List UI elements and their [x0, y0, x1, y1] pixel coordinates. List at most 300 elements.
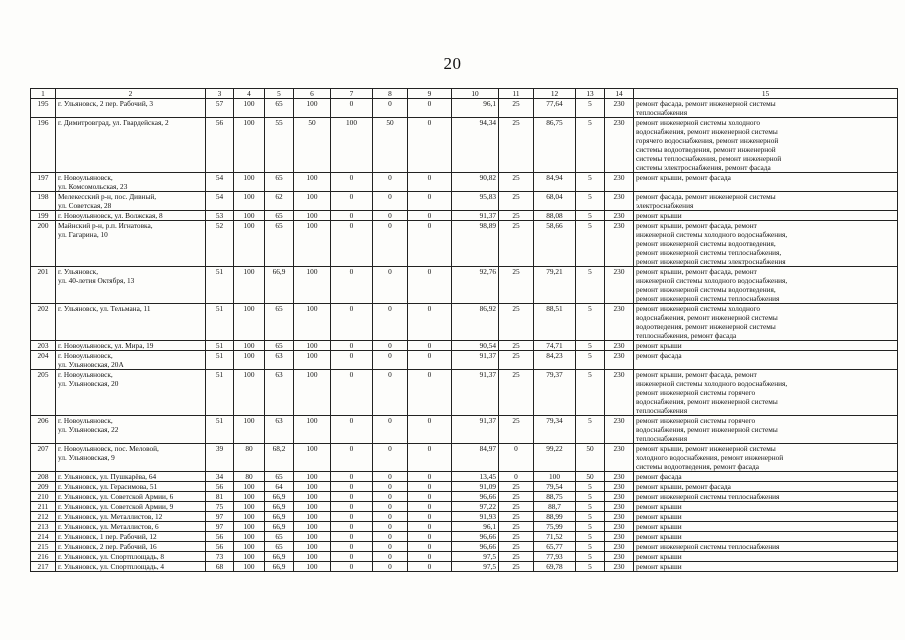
- value-cell: 100: [234, 532, 265, 542]
- row-number: 214: [31, 532, 56, 542]
- value-cell: 51: [206, 351, 234, 370]
- value-cell: 5: [576, 351, 605, 370]
- value-cell: 100: [294, 552, 331, 562]
- value-cell: 77,93: [534, 552, 576, 562]
- value-cell: 86,92: [452, 304, 499, 341]
- value-cell: 0: [331, 341, 373, 351]
- value-cell: 100: [234, 192, 265, 211]
- table-row: [31, 221, 898, 267]
- row-number: 213: [31, 522, 56, 532]
- value-cell: 25: [499, 532, 534, 542]
- value-cell: 66,9: [265, 492, 294, 502]
- address-cell: г. Димитровград, ул. Гвардейская, 2: [56, 118, 206, 173]
- table-row: [31, 552, 898, 562]
- value-cell: 0: [331, 502, 373, 512]
- address-cell: г. Новоульяновск, ул. Ульяновская, 20А: [56, 351, 206, 370]
- value-cell: 5: [576, 552, 605, 562]
- value-cell: 63: [265, 370, 294, 416]
- value-cell: 56: [206, 118, 234, 173]
- works-cell: ремонт крыши: [634, 512, 898, 522]
- value-cell: 5: [576, 512, 605, 522]
- header-row: [31, 89, 898, 99]
- row-number: 212: [31, 512, 56, 522]
- row-number: 210: [31, 492, 56, 502]
- value-cell: 5: [576, 221, 605, 267]
- value-cell: 88,75: [534, 492, 576, 502]
- value-cell: 0: [408, 99, 452, 118]
- value-cell: 230: [605, 99, 634, 118]
- value-cell: 100: [294, 522, 331, 532]
- address-cell: г. Ульяновск, ул. Советской Армии, 6: [56, 492, 206, 502]
- address-cell: г. Ульяновск, ул. Металлистов, 12: [56, 512, 206, 522]
- value-cell: 51: [206, 416, 234, 444]
- value-cell: 96,1: [452, 522, 499, 532]
- value-cell: 79,21: [534, 267, 576, 304]
- value-cell: 54: [206, 173, 234, 192]
- value-cell: 100: [294, 472, 331, 482]
- row-number: 197: [31, 173, 56, 192]
- value-cell: 100: [294, 341, 331, 351]
- value-cell: 91,37: [452, 351, 499, 370]
- value-cell: 100: [294, 99, 331, 118]
- value-cell: 230: [605, 304, 634, 341]
- value-cell: 230: [605, 502, 634, 512]
- value-cell: 50: [373, 118, 408, 173]
- works-cell: ремонт инженерной системы холодного водоснабжения, ремонт инженерной системы горячего водоснабжения, ремонт инженерной системы водоотведения, ремонт инженерной системы теплоснабжения, ремонт инженерной системы электроснабжения, ремонт фасада: [634, 118, 898, 173]
- value-cell: 0: [408, 370, 452, 416]
- value-cell: 80: [234, 472, 265, 482]
- value-cell: 63: [265, 351, 294, 370]
- value-cell: 55: [265, 118, 294, 173]
- value-cell: 0: [499, 444, 534, 472]
- address-cell: Мелекесский р-н, пос. Дивный, ул. Советская, 28: [56, 192, 206, 211]
- value-cell: 88,99: [534, 512, 576, 522]
- value-cell: 0: [331, 416, 373, 444]
- value-cell: 0: [373, 482, 408, 492]
- value-cell: 100: [294, 512, 331, 522]
- value-cell: 51: [206, 341, 234, 351]
- value-cell: 0: [331, 304, 373, 341]
- value-cell: 25: [499, 221, 534, 267]
- value-cell: 86,75: [534, 118, 576, 173]
- value-cell: 0: [331, 522, 373, 532]
- address-cell: Майнский р-н, р.п. Игнатовка, ул. Гагарина, 10: [56, 221, 206, 267]
- value-cell: 97,22: [452, 502, 499, 512]
- table-row: [31, 267, 898, 304]
- value-cell: 230: [605, 416, 634, 444]
- value-cell: 100: [331, 118, 373, 173]
- value-cell: 65: [265, 542, 294, 552]
- works-cell: ремонт крыши: [634, 341, 898, 351]
- value-cell: 0: [373, 370, 408, 416]
- value-cell: 71,52: [534, 532, 576, 542]
- value-cell: 62: [265, 192, 294, 211]
- row-number: 206: [31, 416, 56, 444]
- table-row: [31, 118, 898, 173]
- table-row: [31, 370, 898, 416]
- column-header: 5: [265, 89, 294, 99]
- row-number: 216: [31, 552, 56, 562]
- value-cell: 0: [373, 192, 408, 211]
- value-cell: 100: [234, 416, 265, 444]
- value-cell: 230: [605, 492, 634, 502]
- value-cell: 5: [576, 522, 605, 532]
- value-cell: 100: [234, 341, 265, 351]
- value-cell: 25: [499, 267, 534, 304]
- value-cell: 0: [373, 99, 408, 118]
- value-cell: 99,22: [534, 444, 576, 472]
- value-cell: 0: [331, 351, 373, 370]
- value-cell: 81: [206, 492, 234, 502]
- row-number: 203: [31, 341, 56, 351]
- value-cell: 25: [499, 482, 534, 492]
- value-cell: 100: [234, 482, 265, 492]
- value-cell: 0: [331, 192, 373, 211]
- value-cell: 66,9: [265, 522, 294, 532]
- value-cell: 0: [331, 552, 373, 562]
- value-cell: 94,34: [452, 118, 499, 173]
- table-row: [31, 532, 898, 542]
- address-cell: г. Ульяновск, ул. Тельмана, 11: [56, 304, 206, 341]
- value-cell: 97,5: [452, 562, 499, 572]
- value-cell: 100: [294, 304, 331, 341]
- value-cell: 68,04: [534, 192, 576, 211]
- value-cell: 0: [331, 173, 373, 192]
- value-cell: 100: [234, 522, 265, 532]
- value-cell: 0: [408, 267, 452, 304]
- repair-table: [30, 88, 898, 572]
- value-cell: 5: [576, 267, 605, 304]
- value-cell: 100: [294, 562, 331, 572]
- value-cell: 230: [605, 552, 634, 562]
- works-cell: ремонт фасада, ремонт инженерной системы электроснабжения: [634, 192, 898, 211]
- value-cell: 0: [408, 522, 452, 532]
- value-cell: 25: [499, 542, 534, 552]
- value-cell: 68,2: [265, 444, 294, 472]
- value-cell: 5: [576, 562, 605, 572]
- value-cell: 230: [605, 482, 634, 492]
- value-cell: 0: [408, 562, 452, 572]
- value-cell: 56: [206, 542, 234, 552]
- value-cell: 5: [576, 416, 605, 444]
- value-cell: 0: [408, 221, 452, 267]
- column-header: 3: [206, 89, 234, 99]
- value-cell: 0: [408, 211, 452, 221]
- row-number: 204: [31, 351, 56, 370]
- value-cell: 0: [373, 532, 408, 542]
- table-row: [31, 192, 898, 211]
- value-cell: 230: [605, 370, 634, 416]
- address-cell: г. Новоульяновск, ул. Ульяновская, 22: [56, 416, 206, 444]
- address-cell: г. Ульяновск, 2 пер. Рабочий, 16: [56, 542, 206, 552]
- value-cell: 0: [373, 221, 408, 267]
- value-cell: 230: [605, 472, 634, 482]
- value-cell: 100: [294, 532, 331, 542]
- row-number: 200: [31, 221, 56, 267]
- value-cell: 25: [499, 512, 534, 522]
- value-cell: 100: [234, 351, 265, 370]
- address-cell: г. Новоульяновск, ул. Волжская, 8: [56, 211, 206, 221]
- value-cell: 75: [206, 502, 234, 512]
- value-cell: 0: [331, 370, 373, 416]
- table-row: [31, 492, 898, 502]
- row-number: 215: [31, 542, 56, 552]
- table-row: [31, 562, 898, 572]
- table-row: [31, 304, 898, 341]
- value-cell: 100: [234, 173, 265, 192]
- value-cell: 0: [331, 562, 373, 572]
- value-cell: 100: [294, 444, 331, 472]
- value-cell: 50: [576, 444, 605, 472]
- value-cell: 5: [576, 211, 605, 221]
- value-cell: 0: [408, 304, 452, 341]
- works-cell: ремонт фасада: [634, 351, 898, 370]
- row-number: 208: [31, 472, 56, 482]
- address-cell: г. Ульяновск, ул. 40-летия Октября, 13: [56, 267, 206, 304]
- value-cell: 100: [234, 542, 265, 552]
- value-cell: 25: [499, 118, 534, 173]
- value-cell: 25: [499, 552, 534, 562]
- value-cell: 50: [576, 472, 605, 482]
- value-cell: 100: [234, 211, 265, 221]
- value-cell: 0: [408, 552, 452, 562]
- value-cell: 0: [408, 351, 452, 370]
- address-cell: г. Новоульяновск, ул. Мира, 19: [56, 341, 206, 351]
- value-cell: 5: [576, 370, 605, 416]
- value-cell: 0: [331, 99, 373, 118]
- table-row: [31, 502, 898, 512]
- value-cell: 52: [206, 221, 234, 267]
- works-cell: ремонт фасада, ремонт инженерной системы теплоснабжения: [634, 99, 898, 118]
- value-cell: 5: [576, 482, 605, 492]
- works-cell: ремонт инженерной системы горячего водоснабжения, ремонт инженерной системы теплоснабжения: [634, 416, 898, 444]
- works-cell: ремонт крыши, ремонт фасада: [634, 482, 898, 492]
- address-cell: г. Ульяновск, ул. Спортплощадь, 4: [56, 562, 206, 572]
- value-cell: 100: [294, 211, 331, 221]
- value-cell: 100: [294, 542, 331, 552]
- table-row: [31, 472, 898, 482]
- row-number: 196: [31, 118, 56, 173]
- row-number: 199: [31, 211, 56, 221]
- value-cell: 51: [206, 370, 234, 416]
- value-cell: 0: [408, 173, 452, 192]
- value-cell: 66,9: [265, 267, 294, 304]
- value-cell: 5: [576, 304, 605, 341]
- value-cell: 96,66: [452, 532, 499, 542]
- value-cell: 0: [408, 192, 452, 211]
- table-body: [31, 99, 898, 572]
- value-cell: 0: [408, 416, 452, 444]
- value-cell: 65,77: [534, 542, 576, 552]
- value-cell: 100: [234, 304, 265, 341]
- column-header: 7: [331, 89, 373, 99]
- row-number: 195: [31, 99, 56, 118]
- table-row: [31, 512, 898, 522]
- works-cell: ремонт инженерной системы теплоснабжения: [634, 542, 898, 552]
- value-cell: 54: [206, 192, 234, 211]
- row-number: 211: [31, 502, 56, 512]
- value-cell: 0: [373, 542, 408, 552]
- works-cell: ремонт инженерной системы холодного водоснабжения, ремонт инженерной системы водоотведения, ремонт инженерной системы теплоснабжения, ремонт фасада: [634, 304, 898, 341]
- column-header: 11: [499, 89, 534, 99]
- value-cell: 65: [265, 221, 294, 267]
- value-cell: 230: [605, 173, 634, 192]
- value-cell: 100: [234, 552, 265, 562]
- value-cell: 97: [206, 522, 234, 532]
- value-cell: 0: [408, 512, 452, 522]
- value-cell: 88,7: [534, 502, 576, 512]
- value-cell: 25: [499, 304, 534, 341]
- value-cell: 88,08: [534, 211, 576, 221]
- value-cell: 66,9: [265, 512, 294, 522]
- value-cell: 230: [605, 192, 634, 211]
- value-cell: 97: [206, 512, 234, 522]
- value-cell: 0: [373, 552, 408, 562]
- table-row: [31, 416, 898, 444]
- value-cell: 91,37: [452, 416, 499, 444]
- value-cell: 0: [331, 532, 373, 542]
- value-cell: 100: [234, 502, 265, 512]
- value-cell: 0: [373, 351, 408, 370]
- value-cell: 5: [576, 192, 605, 211]
- value-cell: 100: [534, 472, 576, 482]
- row-number: 209: [31, 482, 56, 492]
- value-cell: 0: [408, 542, 452, 552]
- table-row: [31, 542, 898, 552]
- value-cell: 80: [234, 444, 265, 472]
- value-cell: 91,93: [452, 512, 499, 522]
- value-cell: 25: [499, 522, 534, 532]
- address-cell: г. Ульяновск, ул. Герасимова, 51: [56, 482, 206, 492]
- value-cell: 100: [294, 221, 331, 267]
- works-cell: ремонт крыши: [634, 562, 898, 572]
- works-cell: ремонт крыши, ремонт фасада: [634, 173, 898, 192]
- value-cell: 230: [605, 542, 634, 552]
- works-cell: ремонт крыши, ремонт фасада, ремонт инженерной системы холодного водоснабжения, ремонт инженерной системы водоотведения, ремонт инженерной системы теплоснабжения, ремонт инженерной системы электроснабжения: [634, 221, 898, 267]
- value-cell: 96,1: [452, 99, 499, 118]
- value-cell: 25: [499, 351, 534, 370]
- works-cell: ремонт крыши: [634, 502, 898, 512]
- value-cell: 34: [206, 472, 234, 482]
- value-cell: 25: [499, 192, 534, 211]
- value-cell: 0: [373, 522, 408, 532]
- value-cell: 0: [331, 492, 373, 502]
- address-cell: г. Новоульяновск, пос. Меловой, ул. Ульяновская, 9: [56, 444, 206, 472]
- value-cell: 51: [206, 304, 234, 341]
- page-number: 20: [443, 54, 462, 73]
- value-cell: 5: [576, 99, 605, 118]
- value-cell: 0: [331, 211, 373, 221]
- works-cell: ремонт фасада: [634, 472, 898, 482]
- value-cell: 230: [605, 118, 634, 173]
- value-cell: 230: [605, 221, 634, 267]
- value-cell: 69,78: [534, 562, 576, 572]
- address-cell: г. Ульяновск, ул. Спортплощадь, 8: [56, 552, 206, 562]
- value-cell: 0: [373, 512, 408, 522]
- column-header: 14: [605, 89, 634, 99]
- value-cell: 100: [294, 482, 331, 492]
- value-cell: 25: [499, 99, 534, 118]
- value-cell: 100: [234, 370, 265, 416]
- value-cell: 91,09: [452, 482, 499, 492]
- address-cell: г. Новоульяновск, ул. Комсомольская, 23: [56, 173, 206, 192]
- value-cell: 25: [499, 173, 534, 192]
- value-cell: 5: [576, 492, 605, 502]
- value-cell: 51: [206, 267, 234, 304]
- value-cell: 230: [605, 267, 634, 304]
- value-cell: 230: [605, 532, 634, 542]
- value-cell: 25: [499, 416, 534, 444]
- address-cell: г. Ульяновск, ул. Металлистов, 6: [56, 522, 206, 532]
- address-cell: г. Ульяновск, ул. Советской Армии, 9: [56, 502, 206, 512]
- value-cell: 97,5: [452, 552, 499, 562]
- value-cell: 53: [206, 211, 234, 221]
- value-cell: 75,99: [534, 522, 576, 532]
- value-cell: 0: [373, 444, 408, 472]
- value-cell: 100: [294, 502, 331, 512]
- value-cell: 0: [408, 502, 452, 512]
- works-cell: ремонт крыши: [634, 532, 898, 542]
- value-cell: 0: [373, 211, 408, 221]
- works-cell: ремонт крыши: [634, 552, 898, 562]
- value-cell: 0: [373, 416, 408, 444]
- value-cell: 65: [265, 99, 294, 118]
- value-cell: 96,66: [452, 542, 499, 552]
- value-cell: 25: [499, 492, 534, 502]
- value-cell: 100: [294, 267, 331, 304]
- value-cell: 5: [576, 542, 605, 552]
- value-cell: 230: [605, 444, 634, 472]
- value-cell: 65: [265, 472, 294, 482]
- value-cell: 91,37: [452, 211, 499, 221]
- value-cell: 230: [605, 522, 634, 532]
- value-cell: 25: [499, 562, 534, 572]
- table-row: [31, 482, 898, 492]
- value-cell: 91,37: [452, 370, 499, 416]
- address-cell: г. Ульяновск, ул. Пушкарёва, 64: [56, 472, 206, 482]
- value-cell: 100: [234, 562, 265, 572]
- value-cell: 79,34: [534, 416, 576, 444]
- value-cell: 5: [576, 502, 605, 512]
- row-number: 205: [31, 370, 56, 416]
- value-cell: 0: [408, 532, 452, 542]
- works-cell: ремонт крыши: [634, 211, 898, 221]
- value-cell: 0: [331, 267, 373, 304]
- value-cell: 0: [373, 502, 408, 512]
- value-cell: 100: [234, 99, 265, 118]
- value-cell: 84,94: [534, 173, 576, 192]
- value-cell: 25: [499, 370, 534, 416]
- value-cell: 57: [206, 99, 234, 118]
- value-cell: 100: [234, 118, 265, 173]
- value-cell: 74,71: [534, 341, 576, 351]
- column-header: 4: [234, 89, 265, 99]
- value-cell: 25: [499, 211, 534, 221]
- works-cell: ремонт крыши, ремонт фасада, ремонт инженерной системы холодного водоснабжения, ремонт инженерной системы горячего водоснабжения, ремонт инженерной системы теплоснабжения: [634, 370, 898, 416]
- column-header: 10: [452, 89, 499, 99]
- value-cell: 100: [294, 370, 331, 416]
- value-cell: 66,9: [265, 562, 294, 572]
- value-cell: 79,37: [534, 370, 576, 416]
- table-row: [31, 522, 898, 532]
- value-cell: 79,54: [534, 482, 576, 492]
- value-cell: 68: [206, 562, 234, 572]
- value-cell: 0: [408, 482, 452, 492]
- value-cell: 0: [408, 492, 452, 502]
- value-cell: 90,54: [452, 341, 499, 351]
- column-header: 15: [634, 89, 898, 99]
- value-cell: 5: [576, 173, 605, 192]
